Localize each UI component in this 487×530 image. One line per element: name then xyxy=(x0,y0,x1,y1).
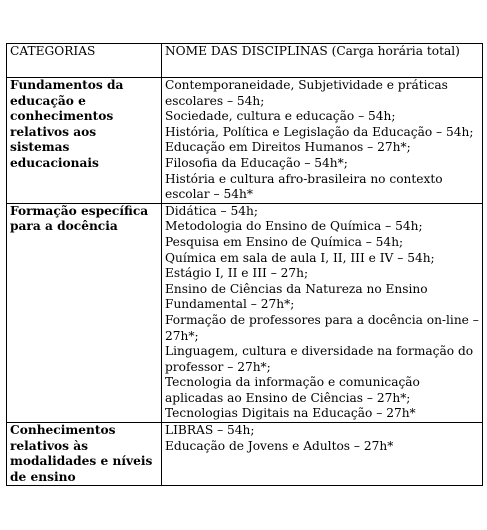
discipline-item: Contemporaneidade, Subjetividade e práticas escolares – 54h; xyxy=(165,78,448,108)
header-disciplines: NOME DAS DISCIPLINAS (Carga horária total) xyxy=(162,44,483,78)
discipline-item: Sociedade, cultura e educação – 54h; xyxy=(165,109,396,124)
table-row xyxy=(7,78,483,204)
discipline-item: Tecnologias Digitais na Educação – 27h* xyxy=(165,406,416,421)
discipline-item: Tecnologia da informação e comunicação aplicadas ao Ensino de Ciências – 27h*; xyxy=(165,375,420,405)
discipline-item: LIBRAS – 54h; xyxy=(165,423,255,438)
discipline-item: Química em sala de aula I, II, III e IV – 54h; xyxy=(165,250,435,265)
table-row xyxy=(7,203,483,422)
disciplines-cell xyxy=(162,203,483,422)
discipline-item: Educação de Jovens e Adultos – 27h* xyxy=(165,438,394,453)
header-categories: CATEGORIAS xyxy=(7,44,162,78)
table-row xyxy=(7,423,483,486)
discipline-item: Metodologia do Ensino de Química – 54h; xyxy=(165,219,423,234)
discipline-item: Linguagem, cultura e diversidade na formação do professor – 27h*; xyxy=(165,344,474,374)
category-cell: Fundamentos da educação e conhecimentos relativos aos sistemas educacionais xyxy=(7,78,162,204)
category-cell: Formação específica para a docência xyxy=(7,203,162,422)
discipline-item: Ensino de Ciências da Natureza no Ensino Fundamental – 27h*; xyxy=(165,281,428,312)
discipline-item: Pesquisa em Ensino de Química – 54h; xyxy=(165,234,404,249)
discipline-item: Estágio I, II e III – 27h; xyxy=(165,266,309,281)
discipline-item: Formação de professores para a docência on-line – 27h*; xyxy=(165,312,479,343)
table-header-row xyxy=(7,44,483,78)
curriculum-table xyxy=(6,43,483,486)
disciplines-cell xyxy=(162,78,483,204)
discipline-item: História, Política e Legislação da Educação – 54h; Educação em Direitos Humanos – 27h*; xyxy=(165,124,474,155)
discipline-item: História e cultura afro-brasileira no contexto escolar – 54h* xyxy=(165,171,443,202)
category-cell: Conhecimentos relativos às modalidades e níveis de ensino xyxy=(7,423,162,486)
discipline-item: Didática – 54h; xyxy=(165,203,258,218)
discipline-item: Filosofia da Educação – 54h*; xyxy=(165,155,348,170)
disciplines-cell xyxy=(162,423,483,486)
